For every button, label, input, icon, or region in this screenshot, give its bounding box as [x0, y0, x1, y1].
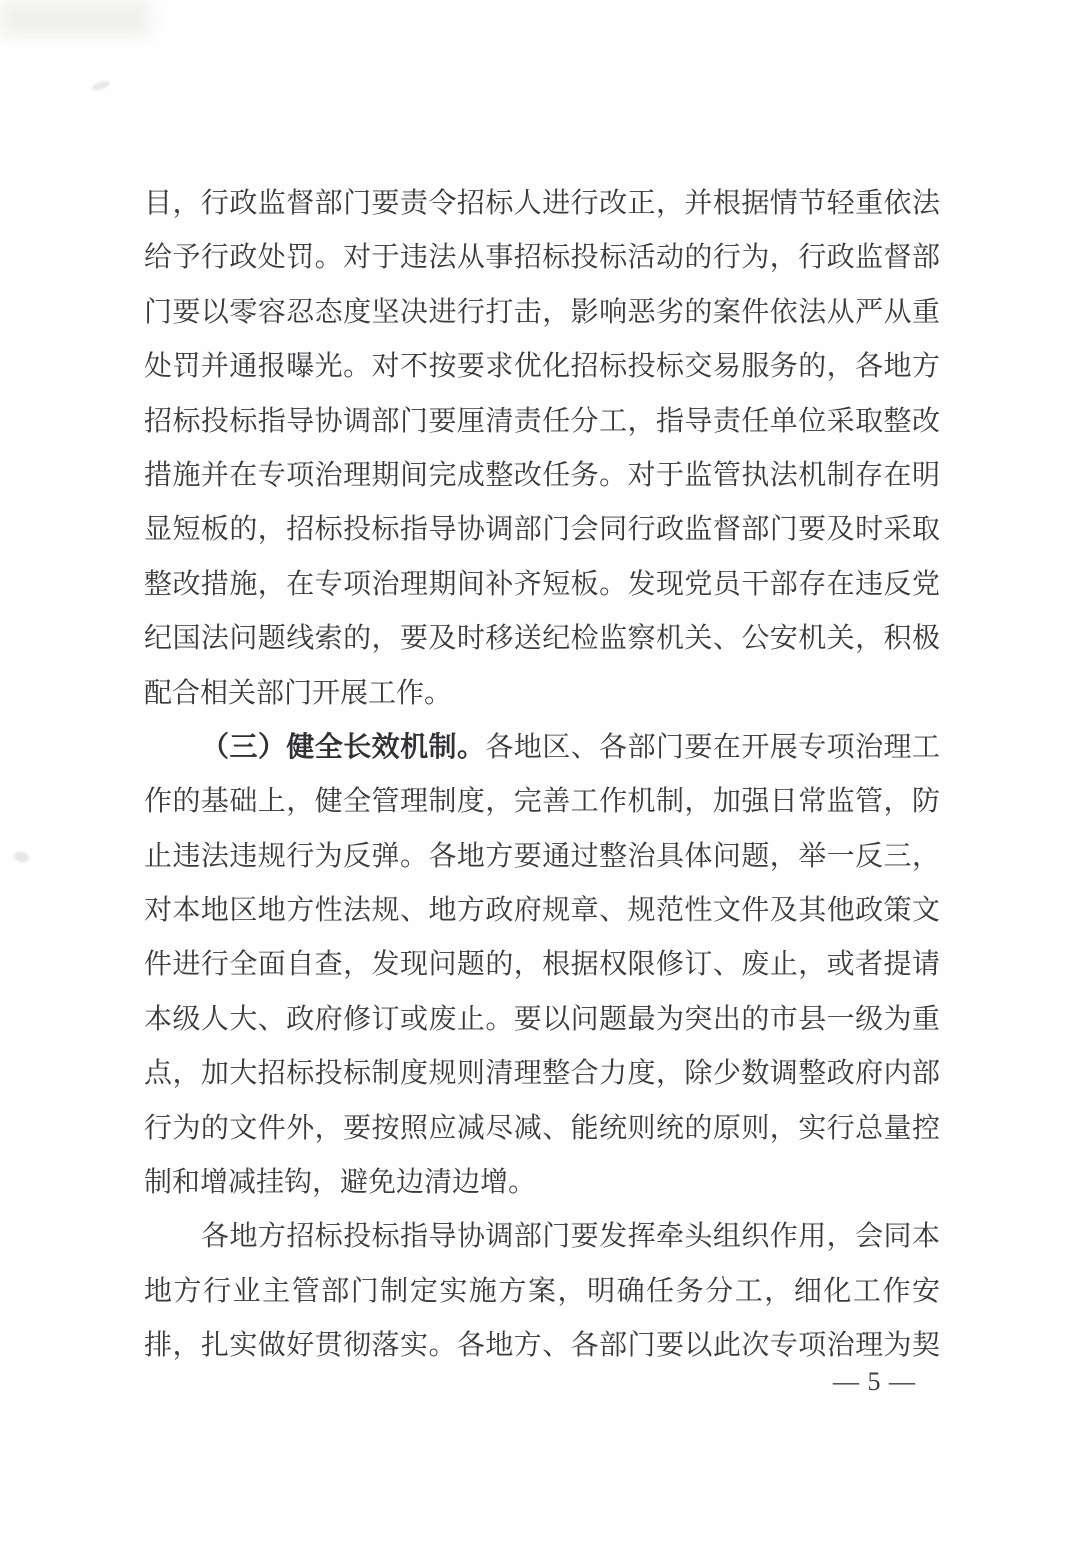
body-text-segment: 对本地区地方性法规、地方政府规章、规范性文件及其他政策文: [144, 895, 940, 927]
text-line: [144, 1156, 940, 1210]
text-line: [144, 775, 940, 829]
text-line: [144, 1102, 940, 1156]
scan-corner-shade: [0, 0, 150, 36]
text-line: [144, 503, 940, 557]
text-line: [144, 1319, 940, 1373]
text-line: [144, 231, 940, 285]
text-line: [144, 667, 940, 721]
section-heading-text: （三）健全长效机制。: [201, 731, 486, 763]
text-line: [144, 286, 940, 340]
text-line: [144, 449, 940, 503]
body-text-segment: 处罚并通报曝光。对不按要求优化招标投标交易服务的，各地方: [144, 351, 940, 383]
text-line: [144, 938, 940, 992]
body-text-segment: 显短板的，招标投标指导协调部门会同行政监督部门要及时采取: [144, 514, 940, 546]
body-text-segment: 作的基础上，健全管理制度，完善工作机制，加强日常监管，防: [144, 786, 940, 818]
body-text-segment: 整改措施，在专项治理期间补齐短板。发现党员干部存在违反党: [144, 568, 940, 600]
body-text-segment: 目，行政监督部门要责令招标人进行改正，并根据情节轻重依法: [144, 188, 940, 219]
text-line: [144, 993, 940, 1047]
body-text-segment: 件进行全面自查，发现问题的，根据权限修订、废止，或者提请: [144, 949, 940, 981]
body-text-segment: 门要以零容忍态度坚决进行打击，影响恶劣的案件依法从严从重: [144, 296, 940, 328]
text-line: [144, 721, 940, 775]
body-text-segment: 配合相关部门开展工作。: [144, 677, 453, 709]
page-number: — 5 —: [833, 1367, 916, 1396]
body-text-segment: 点，加大招标投标制度规则清理整合力度，除少数调整政府内部: [144, 1058, 940, 1090]
scan-smudge: [91, 79, 110, 91]
body-text-segment: 行为的文件外，要按照应减尽减、能统则统的原则，实行总量控: [144, 1112, 940, 1144]
body-text-segment: 各地方招标投标指导协调部门要发挥牵头组织作用，会同本: [201, 1221, 940, 1253]
text-line: [144, 830, 940, 884]
body-text-segment: 招标投标指导协调部门要厘清责任分工，指导责任单位采取整改: [144, 405, 940, 437]
text-line: [144, 558, 940, 612]
document-body-text: [144, 177, 940, 1374]
text-line: [144, 1210, 940, 1264]
body-text-segment: 措施并在专项治理期间完成整改任务。对于监管执法机制存在明: [144, 459, 940, 491]
text-line: [144, 340, 940, 394]
body-text-segment: 各地区、各部门要在开展专项治理工: [485, 731, 940, 763]
text-line: [144, 612, 940, 666]
body-text-segment: 本级人大、政府修订或废止。要以问题最为突出的市县一级为重: [144, 1003, 940, 1035]
text-line: [144, 177, 940, 231]
body-text-segment: 给予行政处罚。对于违法从事招标投标活动的行为，行政监督部: [144, 242, 940, 274]
text-line: [144, 395, 940, 449]
text-line: [144, 1265, 940, 1319]
body-text-segment: 纪国法问题线索的，要及时移送纪检监察机关、公安机关，积极: [144, 623, 940, 655]
body-text-segment: 制和增减挂钩，避免边清边增。: [144, 1167, 537, 1199]
body-text-segment: 排，扎实做好贯彻落实。各地方、各部门要以此次专项治理为契: [144, 1330, 940, 1362]
scan-smudge: [13, 850, 30, 863]
text-line: [144, 1047, 940, 1101]
text-line: [144, 884, 940, 938]
body-text-segment: 地方行业主管部门制定实施方案，明确任务分工，细化工作安: [144, 1275, 940, 1307]
body-text-segment: 止违法违规行为反弹。各地方要通过整治具体问题，举一反三，: [144, 840, 940, 872]
